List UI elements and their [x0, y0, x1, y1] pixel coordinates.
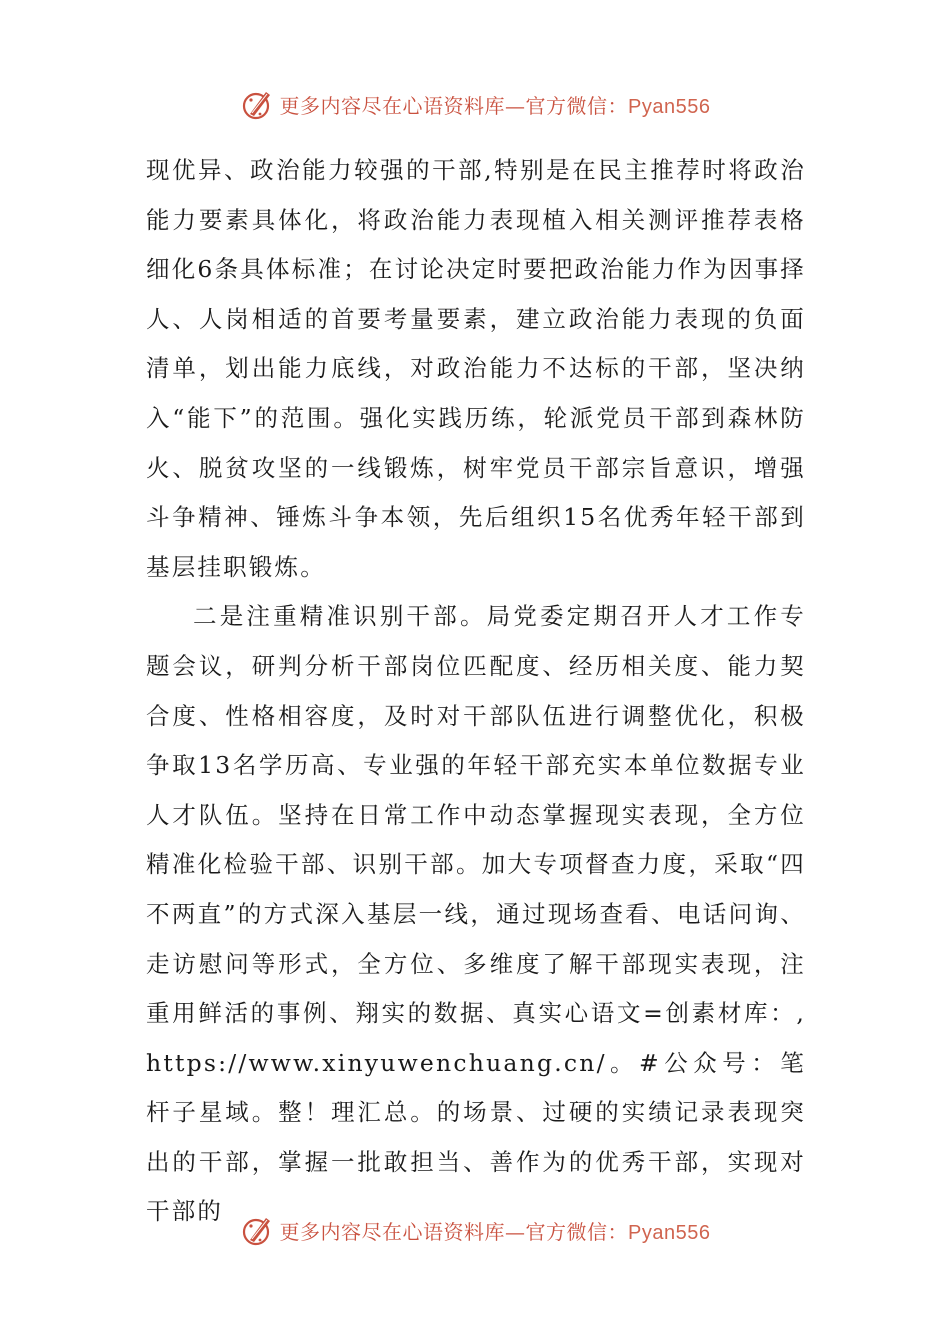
quill-pen-logo-icon [240, 1212, 276, 1248]
body-paragraph: 二是注重精准识别干部。局党委定期召开人才工作专题会议，研判分析干部岗位匹配度、经历相关度、能力契合度、性格相容度，及时对干部队伍进行调整优化，积极争取13名学历高、专业强的年轻干部充实本单位数据专业人才队伍。坚持在日常工作中动态掌握现实表现，全方位精准化检验干部、识别干部。加大专项督查力度，采取“四不两直”的方式深入基层一线，通过现场查看、电话问询、走访慰问等形式，全方位、多维度了解干部现实表现，注重用鲜活的事例、翔实的数据、真实心语文=创素材库：,https://www.xinyuwenchuang.cn/。#公众号：笔杆子星域。整！理汇总。的场景、过硬的实绩记录表现突出的干部，掌握一批敢担当、善作为的优秀干部，实现对干部的 [146, 602, 806, 1226]
watermark-wechat-id: Pyan556 [628, 95, 711, 118]
watermark-text: 更多内容尽在心语资料库—官方微信：Pyan556 [279, 93, 711, 118]
header-watermark [0, 82, 950, 126]
quill-pen-logo-icon [240, 86, 276, 122]
footer-watermark [0, 1208, 950, 1252]
watermark-wechat-id: Pyan556 [628, 1221, 711, 1244]
document-body [146, 146, 806, 1237]
watermark-text: 更多内容尽在心语资料库—官方微信：Pyan556 [279, 1219, 711, 1244]
body-paragraph: 现优异、政治能力较强的干部,特别是在民主推荐时将政治能力要素具体化，将政治能力表现植入相关测评推荐表格细化6条具体标准；在讨论决定时要把政治能力作为因事择人、人岗相适的首要考量要素，建立政治能力表现的负面清单，划出能力底线，对政治能力不达标的干部，坚决纳入“能下”的范围。强化实践历练，轮派党员干部到森林防火、脱贫攻坚的一线锻炼，树牢党员干部宗旨意识，增强斗争精神、锤炼斗争本领，先后组织15名优秀年轻干部到基层挂职锻炼。 [146, 156, 806, 581]
